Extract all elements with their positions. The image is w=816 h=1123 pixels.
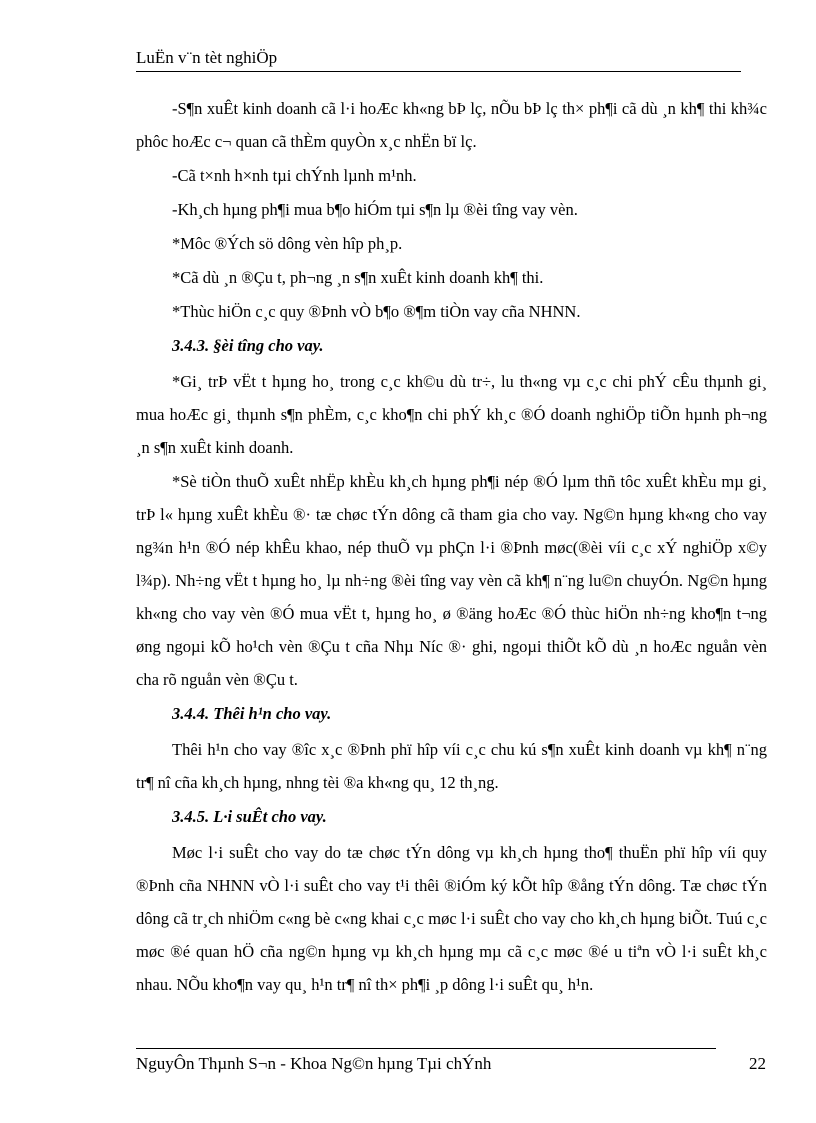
paragraph-9: Thêi h¹n cho vay ®îc x¸c ®Þnh phï hîp víi c¸c chu kú s¶n xuÊt kinh doanh vµ kh¶ n¨ng tr¶ nî cña kh¸ch hµng, nhng tèi ®a kh«ng qu¸ 12 th¸ng. [136,740,767,792]
section-heading-3-4-4: 3.4.4. Thêi h¹n cho vay. [172,704,332,723]
paragraph-2: -Cã t×nh h×nh tµi chÝnh lµnh m¹nh. [172,166,417,185]
paragraph-8: *Sè tiÒn thuÕ xuÊt nhËp khÈu kh¸ch hµng ph¶i nép ®Ó lµm thñ tôc xuÊt khÈu mµ gi¸ trÞ l« hµng xuÊt khÈu ®· tæ chøc tÝn dông cã tham gia cho vay. Ng©n hµng kh«ng cho vay ng¾n h¹n ®Ó nép khÊu khao, nép thuÕ vµ phÇn l·i ®Þnh møc(®èi víi c¸c xÝ nghiÖp x©y l¾p). Nh÷ng vËt t hµng ho¸ lµ nh÷ng ®èi tîng vay vèn cã kh¶ n¨ng lu©n chuyÓn. Ng©n hµng kh«ng cho vay vèn ®Ó mua vËt t, hµng ho¸ ø ®äng hoÆc ®Ó thùc hiÖn nh÷ng kho¶n t¬ng øng ngoµi kÕ ho¹ch vèn ®Çu t cña Nhµ Níc ®· ghi, ngoµi thiÕt kÕ dù ¸n hoÆc nguån vèn cha rõ nguån vèn ®Çu t. [136,472,767,689]
page-header [136,48,741,72]
paragraph-3: -Kh¸ch hµng ph¶i mua b¶o hiÓm tµi s¶n lµ ®èi tîng vay vèn. [172,200,578,219]
paragraph-7: *Gi¸ trÞ vËt t hµng ho¸ trong c¸c kh©u dù tr÷, lu th«ng vµ c¸c chi phÝ cÊu thµnh gi¸ mua hoÆc gi¸ thµnh s¶n phÈm, c¸c kho¶n chi phÝ kh¸c ®Ó doanh nghiÖp tiÕn hµnh ph¬ng ¸n s¶n xuÊt kinh doanh. [136,372,767,457]
page-content [136,92,767,1002]
paragraph-6: *Thùc hiÖn c¸c quy ®Þnh vÒ b¶o ®¶m tiÒn vay cña NHNN. [172,302,581,321]
paragraph-10: Møc l·i suÊt cho vay do tæ chøc tÝn dông vµ kh¸ch hµng tho¶ thuËn phï hîp víi quy ®Þnh cña NHNN vÒ l·i suÊt cho vay t¹i thêi ®iÓm ký kÕt hîp ®ång tÝn dông. Tæ chøc tÝn dông cã tr¸ch nhiÖm c«ng bè c«ng khai c¸c møc l·i suÊt cho vay cho kh¸ch hµng biÕt. Tuú c¸c møc ®é quan hÖ cña ng©n hµng vµ kh¸ch hµng mµ cã c¸c møc ®é u tiªn vÒ l·i suÊt kh¸c nhau. NÕu kho¶n vay qu¸ h¹n tr¶ nî th× ph¶i ¸p dông l·i suÊt qu¸ h¹n. [136,843,767,994]
paragraph-4: *Môc ®Ých sö dông vèn hîp ph¸p. [172,234,403,253]
paragraph-1: -S¶n xuÊt kinh doanh cã l·i hoÆc kh«ng bÞ lç, nÕu bÞ lç th× ph¶i cã dù ¸n kh¶ thi kh¾c phôc hoÆc c¬ quan cã thÈm quyÒn x¸c nhËn bï lç. [136,99,767,151]
paragraph-5: *Cã dù ¸n ®Çu t, ph¬ng ¸n s¶n xuÊt kinh doanh kh¶ thi. [172,268,544,287]
header-rule [136,71,741,72]
page-number: 22 [749,1054,766,1073]
footer-author: NguyÔn Thµnh S¬n - Khoa Ng©n hµng Tµi chÝnh [136,1054,492,1073]
header-title: LuËn v¨n tèt nghiÖp [136,48,278,67]
section-heading-3-4-5: 3.4.5. L·i suÊt cho vay. [172,807,327,826]
page-footer [136,1048,766,1074]
section-heading-3-4-3: 3.4.3. §èi tîng cho vay. [172,336,324,355]
